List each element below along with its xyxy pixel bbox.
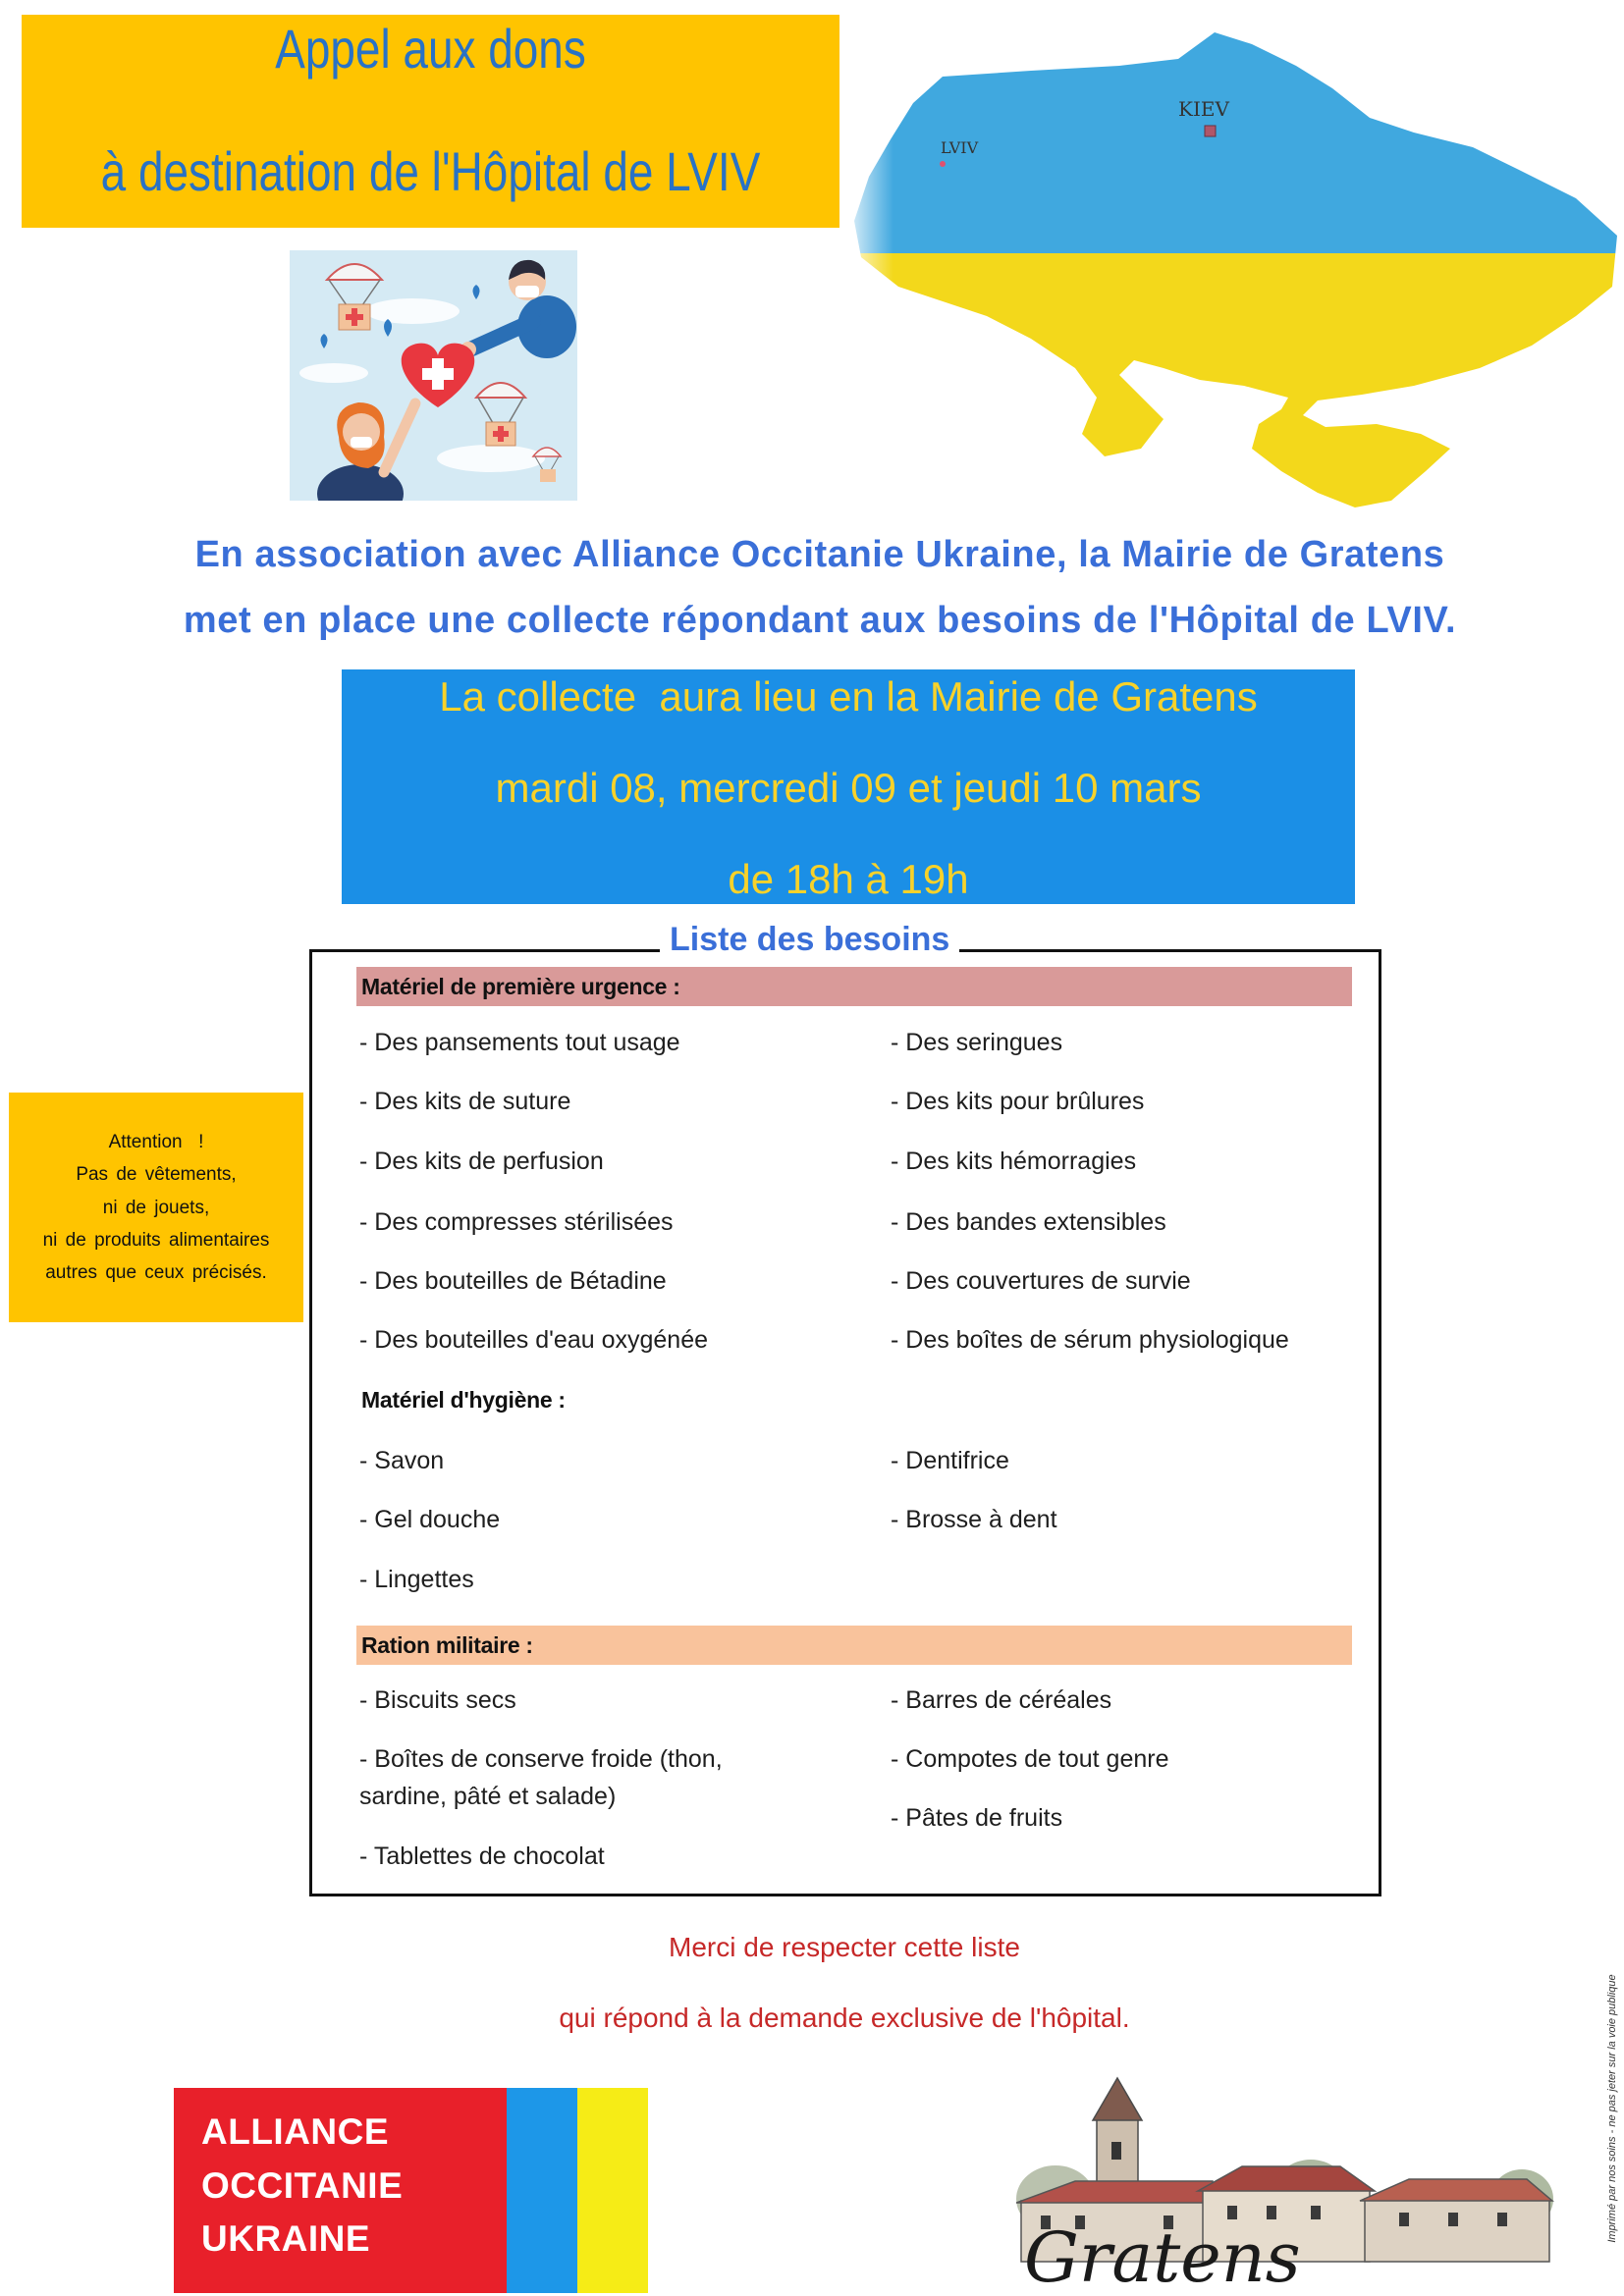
- intro-line-2: met en place une collecte répondant aux besoins de l'Hôpital de LVIV.: [183, 600, 1457, 641]
- title-banner: [22, 15, 839, 228]
- logo-blue-stripe: [507, 2088, 577, 2293]
- needs-list-title: Liste des besoins: [660, 918, 959, 961]
- list-item: - Dentifrice: [891, 1447, 1009, 1474]
- attention-line: Pas de vêtements,: [76, 1164, 237, 1185]
- cloud: [365, 298, 460, 324]
- list-item: - Gel douche: [359, 1506, 501, 1533]
- list-item: - Des kits de suture: [359, 1088, 571, 1115]
- list-item: - Des pansements tout usage: [359, 1029, 680, 1056]
- intro-line-1: En association avec Alliance Occitanie Ukraine, la Mairie de Gratens: [194, 534, 1445, 575]
- list-item: - Pâtes de fruits: [891, 1804, 1063, 1832]
- list-item: - Boîtes de conserve froide (thon, sardine, pâté et salade): [359, 1745, 723, 1810]
- section-heading-ration: Ration militaire :: [361, 1632, 533, 1658]
- list-item: - Compotes de tout genre: [891, 1745, 1169, 1773]
- list-item: - Des boîtes de sérum physiologique: [891, 1326, 1289, 1354]
- attention-notice: [9, 1093, 303, 1322]
- list-item: - Biscuits secs: [359, 1686, 516, 1714]
- kiev-marker-icon: [1205, 126, 1216, 136]
- collecte-dates: mardi 08, mercredi 09 et jeudi 10 mars: [495, 765, 1202, 811]
- ukraine-map: [839, 0, 1624, 550]
- list-item: - Brosse à dent: [891, 1506, 1057, 1533]
- logo-text-line-1: ALLIANCE: [201, 2111, 390, 2152]
- print-notice: Imprimé par nos soins - ne pas jeter sur la voie publique: [1606, 1974, 1618, 2243]
- list-item: - Des kits de perfusion: [359, 1148, 604, 1175]
- gratens-village-sketch: [1016, 2073, 1554, 2296]
- list-item: - Lingettes: [359, 1566, 474, 1593]
- collecte-banner: [342, 669, 1355, 904]
- village-name: Gratens: [1024, 2217, 1301, 2296]
- list-item: - Des couvertures de survie: [891, 1267, 1191, 1295]
- title-line-2: à destination de l'Hôpital de LVIV: [100, 140, 761, 202]
- collecte-hours: de 18h à 19h: [728, 856, 969, 902]
- list-item: - Des seringues: [891, 1029, 1063, 1056]
- cloud: [299, 363, 368, 383]
- attention-line: Attention !: [108, 1132, 204, 1152]
- title-line-1: Appel aux dons: [275, 18, 586, 80]
- section-heading-hygiene: Matériel d'hygiène :: [361, 1387, 566, 1413]
- lviv-marker-icon: [940, 161, 946, 167]
- list-item: - Des bouteilles d'eau oxygénée: [359, 1326, 709, 1354]
- closing-line-2: qui répond à la demande exclusive de l'hôpital.: [559, 2002, 1130, 2033]
- list-item: - Des kits pour brûlures: [891, 1088, 1145, 1115]
- attention-line: ni de produits alimentaires: [42, 1230, 270, 1251]
- list-item: - Des compresses stérilisées: [359, 1208, 674, 1236]
- list-item: - Des bandes extensibles: [891, 1208, 1166, 1236]
- donation-illustration: [290, 250, 577, 501]
- logo-text-line-3: UKRAINE: [201, 2218, 371, 2259]
- map-label-lviv: LVIV: [941, 138, 979, 157]
- map-blue-half: [839, 0, 1624, 253]
- list-item: - Barres de céréales: [891, 1686, 1112, 1714]
- attention-line: ni de jouets,: [102, 1198, 210, 1218]
- list-item: - Des kits hémorragies: [891, 1148, 1137, 1175]
- collecte-location: La collecte aura lieu en la Mairie de Gratens: [439, 673, 1258, 720]
- list-item: - Des bouteilles de Bétadine: [359, 1267, 667, 1295]
- list-item: - Tablettes de chocolat: [359, 1842, 605, 1870]
- section-heading-urgence: Matériel de première urgence :: [361, 974, 680, 999]
- closing-line-1: Merci de respecter cette liste: [669, 1932, 1020, 1962]
- logo-text-line-2: OCCITANIE: [201, 2165, 404, 2206]
- logo-yellow-stripe: [577, 2088, 648, 2293]
- alliance-logo: [174, 2088, 648, 2293]
- map-yellow-half: [839, 253, 1624, 550]
- attention-line: autres que ceux précisés.: [45, 1262, 267, 1283]
- cloud: [437, 445, 545, 472]
- map-label-kiev: KIEV: [1178, 97, 1229, 121]
- list-item: - Savon: [359, 1447, 445, 1474]
